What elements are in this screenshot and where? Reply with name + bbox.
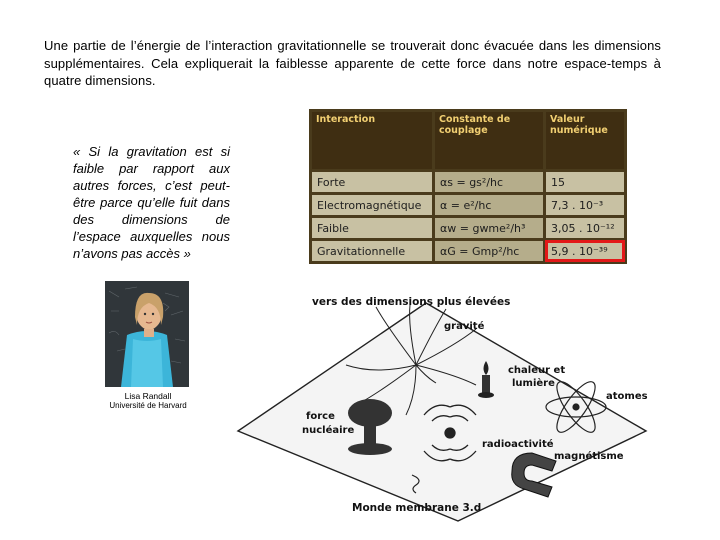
row-value: 15 [546,172,624,192]
table-row [312,218,624,238]
intro-paragraph: Une partie de l’énergie de l’interaction gravitationnelle se trouverait donc évacuée dans les dimensions supplémentaires. Cela expliquerait la faiblesse apparente de cette force dans notre espace-temps à quatre dimensions. [44,38,661,88]
table-row [312,172,624,192]
highlighted-gravity-value: 5,9 . 10⁻³⁹ [546,241,624,261]
randall-quote: « Si la gravitation est si faible par rapport aux autres forces, c’est peut-être parce qu’elle fuit dans des dimensions de l’espace auxquelles nous n’avons pas accès » [73,144,230,261]
label-higher-dimensions: vers des dimensions plus élevées [312,296,511,308]
portrait-affiliation: Université de Harvard [109,401,187,410]
label-magnetism: magnétisme [554,451,624,462]
label-radioactivity: radioactivité [482,439,554,450]
label-nuclear: nucléaire [302,425,355,436]
row-interaction: Electromagnétique [312,195,432,215]
label-heat: chaleur et [508,365,566,376]
row-constant: αG = Gmp²/hc [435,241,543,261]
row-constant: αw = gwme²/h³ [435,218,543,238]
portrait-photo [105,281,189,387]
label-atoms: atomes [606,391,648,402]
coupling-constants-table [309,109,627,264]
table-header-row [312,112,624,169]
row-interaction: Forte [312,172,432,192]
label-gravity: gravité [444,321,485,332]
label-force: force [306,411,335,422]
row-constant: α = e²/hc [435,195,543,215]
header-constant: Constante de couplage [435,112,543,169]
row-interaction: Faible [312,218,432,238]
table-row [312,195,624,215]
header-interaction: Interaction [312,112,432,169]
label-light: lumière [512,378,555,389]
portrait-caption [98,391,198,411]
portrait-name: Lisa Randall [124,391,172,401]
header-value: Valeur numérique [546,112,624,169]
row-interaction: Gravitationnelle [312,241,432,261]
table-row [312,241,624,261]
row-value: 3,05 . 10⁻¹² [546,218,624,238]
coupling-table [309,109,627,264]
row-value: 7,3 . 10⁻³ [546,195,624,215]
portrait-illustration [105,281,189,387]
row-constant: αs = gs²/hc [435,172,543,192]
label-membrane: Monde membrane 3.d [352,502,482,514]
membrane-diagram [236,283,648,523]
